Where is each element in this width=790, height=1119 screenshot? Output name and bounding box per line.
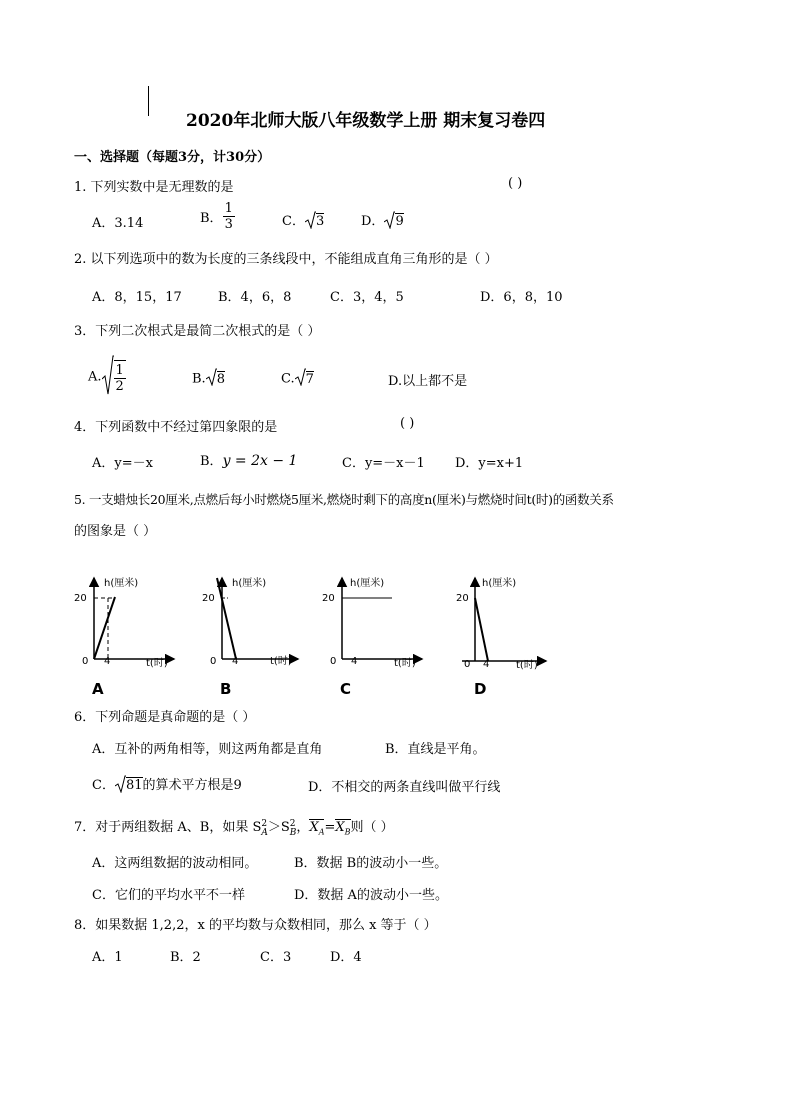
graph-b-ylabel: h(厘米) bbox=[232, 578, 267, 589]
q7-sup-a: 2 bbox=[261, 819, 268, 829]
page-title: 2020年北师大版八年级数学上册 期末复习卷四 bbox=[186, 111, 546, 131]
graph-c-label: C bbox=[340, 680, 352, 698]
q4-option-b bbox=[200, 450, 297, 469]
q3-option-d: D.以上都不是 bbox=[388, 374, 468, 389]
graph-d-origin: 0 bbox=[464, 659, 471, 670]
graph-a-label: A bbox=[92, 680, 104, 698]
q7-stem bbox=[74, 816, 394, 838]
graph-b-origin: 0 bbox=[210, 656, 217, 667]
q1-option-d bbox=[361, 210, 404, 233]
sqrt-icon bbox=[115, 775, 126, 797]
q1-c-radicand: 3 bbox=[315, 214, 325, 229]
q1-c-prefix: C． bbox=[282, 214, 305, 229]
q3-a-fraction bbox=[114, 360, 126, 394]
sqrt-icon bbox=[206, 368, 217, 390]
q5-stem-line2: 的图象是（ ） bbox=[74, 524, 157, 539]
q1-d-radicand: 9 bbox=[395, 214, 404, 229]
q8-option-b: B．2 bbox=[170, 950, 201, 965]
q1-d-prefix: D． bbox=[361, 214, 385, 229]
q7-gt: ＞S bbox=[267, 820, 290, 835]
q7-xbar-a-sub: A bbox=[318, 827, 325, 837]
q3-b-prefix: B. bbox=[192, 371, 206, 387]
q7-xbar-a-x: X bbox=[309, 820, 319, 835]
graph-a-xtick: 4 bbox=[104, 656, 111, 667]
q4-stem: 4．下列函数中不经过第四象限的是 bbox=[74, 420, 278, 435]
q1-b-fraction bbox=[223, 201, 235, 232]
q6-option-b: B．直线是平角。 bbox=[385, 742, 486, 757]
q1-b-num: 1 bbox=[224, 201, 233, 216]
q4-option-c: C．y=－x－1 bbox=[342, 456, 425, 471]
graph-b bbox=[202, 576, 298, 698]
q1-paren: ( ) bbox=[508, 176, 523, 191]
graph-a-origin: 0 bbox=[82, 656, 89, 667]
q4-option-a: A．y=－x bbox=[92, 456, 153, 471]
graph-d-xlabel: t(时) bbox=[516, 660, 538, 671]
q6-option-a: A．互补的两角相等，则这两角都是直角 bbox=[92, 742, 323, 757]
graph-a-xlabel: t(时) bbox=[146, 658, 168, 669]
graph-c-xtick: 4 bbox=[351, 656, 358, 667]
q3-option-a bbox=[88, 355, 126, 399]
q7-xbar-b bbox=[335, 819, 350, 835]
q7-option-b: B．数据 B的波动小一些。 bbox=[294, 856, 448, 871]
q1-option-a: A．3.14 bbox=[92, 216, 144, 231]
q7-ze: 则（ ） bbox=[350, 820, 394, 835]
q2-option-d: D．6，8，10 bbox=[480, 290, 563, 305]
q2-option-c: C．3，4，5 bbox=[330, 290, 404, 305]
q3-option-b bbox=[192, 368, 225, 390]
graph-c-ytick: 20 bbox=[322, 593, 335, 604]
section-heading: 一、选择题（每题3分，计30分） bbox=[74, 150, 271, 165]
q2-stem: 2. 以下列选项中的数为长度的三条线段中，不能组成直角三角形的是（ ） bbox=[74, 252, 498, 267]
q7-xbar-b-x: X bbox=[335, 820, 345, 835]
graph-b-xtick: 4 bbox=[232, 656, 239, 667]
graph-a-ylabel: h(厘米) bbox=[104, 578, 139, 589]
graph-d-xtick: 4 bbox=[483, 659, 490, 670]
q4-b-expression: y = 2x − 1 bbox=[222, 453, 298, 469]
q7-option-d: D．数据 A的波动小一些。 bbox=[294, 888, 448, 903]
q3-a-prefix: A. bbox=[88, 369, 102, 385]
graph-c-ylabel: h(厘米) bbox=[350, 578, 385, 589]
q6-c-suffix: 的算术平方根是9 bbox=[142, 778, 242, 793]
q8-option-a: A．1 bbox=[92, 950, 123, 965]
q5-graphs bbox=[60, 560, 560, 700]
q7-option-a: A．这两组数据的波动相同。 bbox=[92, 856, 258, 871]
graph-c-origin: 0 bbox=[330, 656, 337, 667]
q6-c-prefix: C． bbox=[92, 778, 115, 793]
q3-c-radicand: 7 bbox=[305, 371, 314, 387]
q7-option-c: C．它们的平均水平不一样 bbox=[92, 888, 245, 903]
q7-stem-prefix: 7．对于两组数据 A、B，如果 S bbox=[74, 820, 262, 835]
q7-sup-b: 2 bbox=[289, 819, 296, 829]
q7-xbar-a bbox=[309, 819, 324, 835]
q7-sub-a: A bbox=[261, 828, 268, 838]
q7-comma: ， bbox=[296, 820, 310, 835]
graph-b-label: B bbox=[220, 680, 232, 698]
graph-c bbox=[322, 576, 422, 698]
q5-stem-line1: 5. 一支蜡烛长20厘米,点燃后每小时燃烧5厘米,燃烧时剩下的高度n(厘米)与燃烧时间t(时)的函数关系 bbox=[74, 492, 614, 507]
q3-option-c bbox=[281, 368, 314, 390]
graph-a bbox=[74, 576, 174, 698]
graph-d-label: D bbox=[474, 680, 487, 698]
q1-option-c bbox=[282, 210, 324, 233]
graph-b-xlabel: t(时) bbox=[270, 656, 292, 667]
graph-d-ylabel: h(厘米) bbox=[482, 578, 517, 589]
q8-option-c: C．3 bbox=[260, 950, 292, 965]
q3-a-den: 2 bbox=[115, 379, 124, 394]
q3-a-num: 1 bbox=[115, 363, 124, 378]
sqrt-icon bbox=[102, 355, 114, 399]
q6-option-d: D．不相交的两条直线叫做平行线 bbox=[308, 780, 501, 795]
graph-d bbox=[456, 576, 546, 698]
graph-d-ytick: 20 bbox=[456, 593, 469, 604]
q1-option-b bbox=[200, 201, 235, 232]
q3-c-prefix: C. bbox=[281, 371, 295, 387]
q6-c-radicand: 81 bbox=[125, 778, 143, 793]
q6-stem: 6．下列命题是真命题的是（ ） bbox=[74, 710, 256, 725]
q6-option-c bbox=[92, 774, 242, 797]
q8-option-d: D．4 bbox=[330, 950, 362, 965]
graph-b-ytick: 20 bbox=[202, 593, 215, 604]
q1-stem: 1. 下列实数中是无理数的是 bbox=[74, 180, 234, 195]
q7-eq: = bbox=[324, 820, 336, 835]
q4-paren: ( ) bbox=[400, 416, 415, 431]
q3-b-radicand: 8 bbox=[216, 371, 225, 387]
q8-stem: 8．如果数据 1,2,2，x 的平均数与众数相同，那么 x 等于（ ） bbox=[74, 918, 437, 933]
margin-mark bbox=[148, 86, 149, 116]
q4-option-d: D．y=x+1 bbox=[455, 456, 524, 471]
q7-sub-b: B bbox=[289, 828, 297, 838]
sqrt-icon bbox=[305, 211, 316, 233]
q3-stem: 3．下列二次根式是最简二次根式的是（ ） bbox=[74, 324, 321, 339]
q1-b-prefix: B． bbox=[200, 211, 223, 226]
q7-xbar-b-sub: B bbox=[344, 827, 351, 837]
q4-b-prefix: B． bbox=[200, 454, 223, 469]
graph-a-ytick: 20 bbox=[74, 593, 87, 604]
q1-b-den: 3 bbox=[224, 217, 233, 232]
q2-option-a: A．8，15，17 bbox=[92, 290, 182, 305]
sqrt-icon bbox=[295, 368, 306, 390]
q2-option-b: B．4，6，8 bbox=[218, 290, 292, 305]
graph-c-xlabel: t(时) bbox=[394, 658, 416, 669]
sqrt-icon bbox=[384, 211, 395, 233]
